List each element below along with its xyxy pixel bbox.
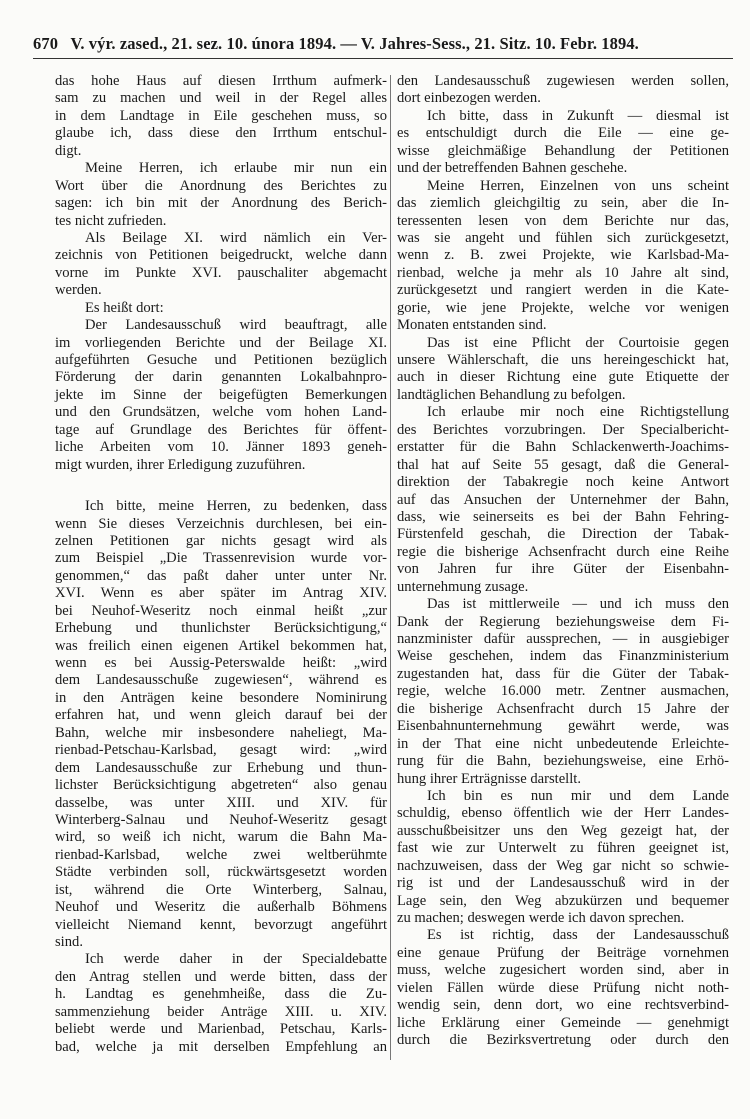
text-line: erstatter für die Bahn Schlackenwerth-Joachims-	[397, 439, 729, 456]
text-line: landtäglichen Behandlung zu befolgen.	[397, 386, 626, 403]
text-line: die bisherige Achsenfracht durch 15 Jahre der	[397, 700, 729, 717]
text-line: werden.	[55, 282, 102, 299]
paragraph	[397, 927, 729, 1049]
text-line: wenn z. B. zwei Projekte, wie Karlsbad-Ma-	[397, 247, 729, 264]
text-line: den Landesausschuß zugewiesen werden sollen,	[397, 73, 729, 89]
text-line: was freilich einen eigenen Artikel bekommen hat,	[55, 637, 387, 654]
paragraph	[397, 788, 729, 928]
text-line: auch in dieser Richtung eine gute Etiquette der	[397, 369, 729, 386]
text-line: auf das Ansuchen der Unternehmer der Bahn,	[397, 491, 729, 508]
text-line: Ich bitte, dass in Zukunft — diesmal ist	[427, 107, 729, 124]
paragraph	[55, 160, 387, 230]
text-line: wendig sein, denn dort, wo eine rechtsverbind-	[397, 997, 729, 1014]
text-line: sind.	[55, 934, 83, 950]
text-line: in dem Landtage in Eile geschehen muss, so	[55, 107, 387, 124]
text-line: Lage sein, den Weg abzukürzen und bequemer	[397, 892, 729, 909]
text-line: unternehmung zusage.	[397, 578, 529, 595]
text-line: dasselbe, was unter XIII. und XIV. für	[55, 794, 387, 811]
text-line: eine genaue Prüfung der Beiträge vornehmen	[397, 944, 729, 961]
text-line: Ich werde daher in der Specialdebatte	[85, 951, 387, 968]
text-line: dort einbezogen werden.	[397, 90, 541, 107]
header-title: V. výr. zased., 21. sez. 10. února 1894. — V. Jahres-Sess., 21. Sitz. 10. Febr. 1894.	[70, 34, 639, 53]
paragraph	[397, 335, 729, 405]
text-line: aufgeführten Gesuche und Petitionen bezüglich	[55, 352, 387, 368]
text-line: und der betreffenden Bahnen geschehe.	[397, 160, 628, 177]
text-line: teressenten lesen von dem Berichte nur das,	[397, 212, 729, 229]
left-column-top-block	[55, 73, 387, 474]
text-line: Dank der Regierung beziehungsweise dem Fi-	[397, 613, 729, 630]
text-line: wenn es bei Aussig-Peterswalde heißt: „wird	[55, 655, 387, 671]
text-line: rig ist und der Landesausschuß wird in der	[397, 875, 729, 892]
text-line: das hohe Haus auf diesen Irrthum aufmerk-	[55, 73, 387, 89]
text-line: dem Landesausschuße zugewiesen“, während es	[55, 672, 387, 689]
text-line: nanzminister dafür aussprechen, — in ausgiebiger	[397, 631, 729, 647]
text-line: durch die Bezirksvertretung oder durch den	[397, 1032, 729, 1049]
text-line: Ich bin es nun mir und dem Lande	[427, 787, 729, 804]
text-line: Wort über die Anordnung des Berichtes zu	[55, 177, 387, 194]
text-line: lichster Berücksichtigung abgetreten“ also genau	[55, 777, 387, 794]
text-line: in den Anträgen keine besondere Nominirung	[55, 689, 387, 706]
text-line: rienbad, welche ja mehr als 10 Jahre alt sind,	[397, 264, 729, 281]
text-line: Meine Herren, Einzelnen von uns scheint	[427, 177, 729, 194]
text-line: vielleicht Niemand kennt, bevorzugt angeführt	[55, 916, 387, 933]
paragraph	[55, 951, 387, 1056]
text-line: gorie, wie jene Projekte, welche vor wenigen	[397, 299, 729, 316]
text-line: fast wie zur Unterwelt zu führen geeignet ist,	[397, 840, 729, 857]
page-number: 670	[33, 34, 59, 53]
text-line: bad, welche ja mit derselben Empfehlung an	[55, 1038, 387, 1055]
paragraph	[55, 230, 387, 300]
text-line: Meine Herren, ich erlaube mir nun ein	[85, 160, 387, 177]
paragraph	[55, 73, 387, 160]
text-line: Fürstenfeld geschah, die Direction der Tabak-	[397, 526, 729, 543]
text-line: beliebt werde und Marienbad, Petschau, Karls-	[55, 1021, 387, 1038]
text-line: ist, während die Orte Winterberg, Salnau,	[55, 881, 387, 898]
text-line: liche Arbeiten vom 10. Jänner 1893 geneh-	[55, 439, 387, 456]
text-line: sam zu machen und weil in der Regel alles	[55, 90, 387, 107]
text-line: vorne im Punkte XVI. pauschaliter abgemacht	[55, 264, 387, 281]
text-line: Erhebung und thunlichster Berücksichtigung,“	[55, 620, 387, 637]
text-line: rienbad-Petschau-Karlsbad, gesagt wird: „wird	[55, 742, 387, 759]
text-line: Städte verbinden soll, rückwärtsgesetzt worden	[55, 864, 387, 881]
text-line: Förderung der darin genannten Lokalbahnpro-	[55, 369, 387, 386]
text-line: im vorliegenden Berichte und der Beilage XI.	[55, 334, 387, 351]
text-line: und den Grundsätzen, welche vom hohen Land-	[55, 404, 387, 421]
text-line: liche Erklärung einer Gemeinde — genehmigt	[397, 1014, 729, 1031]
text-line: den Antrag stellen und werde bitten, dass der	[55, 968, 387, 985]
text-line: rung für die Bahn, beziehungsweise, eine Erhö-	[397, 753, 729, 770]
paragraph	[55, 317, 387, 474]
text-line: das ziemlich gleichgiltig zu sein, aber die In-	[397, 195, 729, 212]
text-line: zugestanden hat, dass für die Güter der Tabak-	[397, 665, 729, 682]
text-line: h. Landtag es genehmheiße, dass die Zu-	[55, 986, 387, 1003]
paragraph	[397, 404, 729, 596]
text-line: muss, welche zugesichert worden sind, aber in	[397, 962, 729, 979]
running-header	[33, 34, 733, 54]
text-line: zurückgesetzt und rangiert werden in die Kate-	[397, 282, 729, 299]
text-line: Weise geschehen, indem das Finanzministerium	[397, 648, 729, 665]
text-line: dass, wie seinerseits es bei der Bahn Fehring-	[397, 508, 729, 525]
text-line: des Berichtes vorzubringen. Der Specialbericht-	[397, 421, 729, 438]
text-line: regie, welche 16.000 metr. Zentner ausmachen,	[397, 683, 729, 700]
text-line: nachzuweisen, dass der Weg gar nicht so schwie-	[397, 857, 729, 874]
text-line: Winterberg-Salnau und Neuhof-Weseritz gesagt	[55, 811, 387, 828]
text-line: Der Landesausschuß wird beauftragt, alle	[85, 317, 387, 334]
text-line: hung ihrer Erträgnisse darstellt.	[397, 770, 581, 787]
text-line: wisse gleichmäßige Behandlung der Petitionen	[397, 142, 729, 159]
paragraph	[55, 498, 387, 951]
text-line: Als Beilage XI. wird nämlich ein Ver-	[85, 229, 387, 246]
text-line: Es heißt dort:	[85, 299, 164, 316]
left-column-bottom-block	[55, 498, 387, 1056]
text-line: Es ist richtig, dass der Landesausschuß	[427, 927, 729, 944]
text-line: zu machen; deswegen werde ich davon sprechen.	[397, 910, 685, 926]
right-column-block	[397, 73, 729, 1050]
text-line: sagen: ich bin mit der Anordnung des Berich-	[55, 195, 387, 212]
text-line: erfahren hat, und wenn gleich darauf bei der	[55, 707, 387, 724]
block-gap	[55, 474, 387, 498]
text-line: Monaten entstanden sind.	[397, 317, 547, 334]
text-line: schuldig, ebenso öffentlich wie der Herr Landes-	[397, 805, 729, 822]
text-line: wenn Sie dieses Verzeichnis durchlesen, bei ein-	[55, 515, 387, 532]
text-line: rienbad-Karlsbad, welche zwei weltberühmte	[55, 846, 387, 863]
paragraph	[55, 300, 387, 317]
text-line: genommen,“ das paßt daher unter unter Nr.	[55, 567, 387, 584]
text-line: Ich erlaube mir noch eine Richtigstellung	[427, 404, 729, 421]
text-line: tage auf Grundlage des Berichtes für öffent-	[55, 421, 387, 438]
paragraph	[397, 596, 729, 788]
text-line: direktion der Tabakregie noch keine Antwort	[397, 474, 729, 491]
paragraph	[397, 178, 729, 335]
text-line: regie die bisherige Achsenfracht durch eine Reihe	[397, 543, 729, 560]
text-line: vielen Fällen würde diese Prüfung nicht noth-	[397, 979, 729, 996]
text-line: Ich bitte, meine Herren, zu bedenken, dass	[85, 498, 387, 515]
text-line: bei Neuhof-Weseritz noch einmal heißt „zur	[55, 602, 387, 619]
text-line: digt.	[55, 142, 82, 159]
text-line: in der That eine nicht unbedeutende Erleichte-	[397, 735, 729, 752]
text-line: glaube ich, dass diese den Irrthum entschul-	[55, 125, 387, 142]
text-line: tes nicht zufrieden.	[55, 212, 167, 229]
text-line: sammenziehung beider Anträge XIII. u. XIV.	[55, 1003, 387, 1020]
text-line: wird, so weiß ich nicht, warum die Bahn Ma-	[55, 829, 387, 846]
text-line: von Jahren fur ihre Güter der Eisenbahn-	[397, 561, 729, 578]
text-line: Das ist eine Pflicht der Courtoisie gegen	[427, 334, 729, 351]
text-line: es entschuldigt durch die Eile — eine ge-	[397, 125, 729, 142]
text-line: Eisenbahnunternehmung gewährt werde, was	[397, 718, 729, 735]
text-line: ausschußbeisitzer uns den Weg gezeigt hat, der	[397, 822, 729, 839]
text-line: unsere Wählerschaft, die uns hereingeschickt hat,	[397, 352, 729, 368]
left-column	[55, 73, 387, 1056]
text-line: Bahn, welche mir insbesondere naheliegt, Ma-	[55, 724, 387, 741]
text-line: Neuhof und Weseritz die außerhalb Böhmens	[55, 899, 387, 916]
text-line: XVI. Wenn es aber später im Antrag XIV.	[55, 585, 387, 602]
paragraph	[397, 108, 729, 178]
column-divider	[390, 75, 391, 1060]
text-line: jekte im Sinne der beigefügten Bemerkungen	[55, 386, 387, 403]
text-line: was sie angeht und fühlen sich zurückgesetzt,	[397, 229, 729, 246]
header-rule	[33, 58, 733, 59]
paragraph	[397, 73, 729, 108]
text-line: dem Landesausschuße zur Erhebung und thun-	[55, 759, 387, 776]
text-line: zum Beispiel „Die Trassenrevision wurde vor-	[55, 550, 387, 567]
text-line: zeichnis von Petitionen beigedruckt, welche dann	[55, 247, 387, 264]
text-line: migt wurden, ihrer Erledigung zuzuführen.	[55, 456, 306, 473]
text-line: Das ist mittlerweile — und ich muss den	[427, 596, 729, 613]
right-column	[397, 73, 729, 1050]
text-line: thal hat auf Seite 55 gesagt, daß die General-	[397, 456, 729, 473]
text-line: zelnen Petitionen gar nichts gesagt wird als	[55, 532, 387, 549]
